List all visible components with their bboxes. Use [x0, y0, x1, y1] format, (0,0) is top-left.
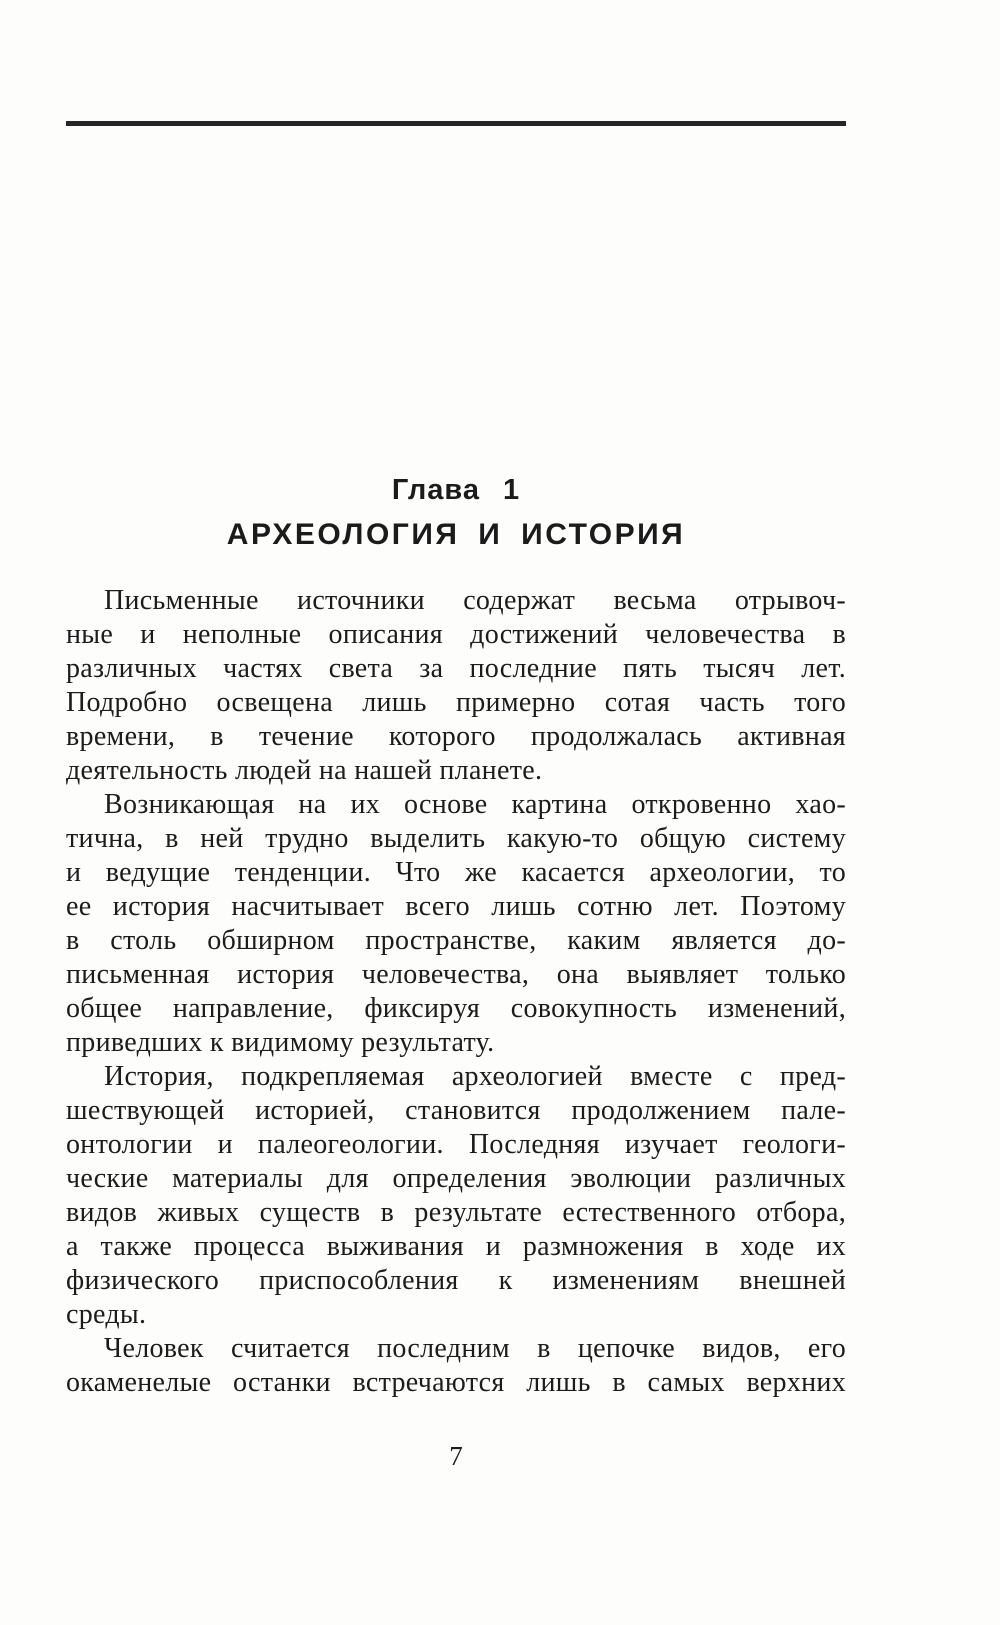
text-line: ные и неполные описания достижений человечества в [66, 619, 846, 650]
text-line: ее история насчитывает всего лишь сотню лет. Поэтому [66, 891, 846, 922]
paragraph [66, 1060, 846, 1332]
text-line: деятельность людей на нашей планете. [66, 755, 543, 786]
text-line: различных частях света за последние пять тысяч лет. [66, 653, 846, 684]
header-rule [66, 121, 846, 126]
text-line: среды. [66, 1299, 147, 1330]
paragraph [66, 584, 846, 788]
text-line: а также процесса выживания и размножения в ходе их [66, 1231, 846, 1262]
text-line: Человек считается последним в цепочке видов, его [104, 1333, 846, 1364]
text-line: Письменные источники содержат весьма отрывоч- [104, 585, 846, 616]
text-line: История, подкрепляемая археологией вместе с пред- [104, 1061, 846, 1092]
text-line: Возникающая на их основе картина откровенно хао- [104, 789, 846, 820]
text-line: окаменелые останки встречаются лишь в самых верхних [66, 1367, 846, 1398]
text-line: онтологии и палеогеологии. Последняя изучает геологи- [66, 1129, 846, 1160]
text-line: и ведущие тенденции. Что же касается археологии, то [66, 857, 846, 888]
text-line: письменная история человечества, она выявляет только [66, 959, 846, 990]
text-line: шествующей историей, становится продолжением пале- [66, 1095, 846, 1126]
text-line: в столь обширном пространстве, каким является до- [66, 925, 846, 956]
text-line: физического приспособления к изменениям внешней [66, 1265, 846, 1296]
text-line: Подробно освещена лишь примерно сотая часть того [66, 687, 846, 718]
chapter-label: Глава 1 [391, 474, 521, 506]
body-text [66, 584, 846, 1400]
paragraph [66, 788, 846, 1060]
text-line: тична, в ней трудно выделить какую-то общую систему [66, 823, 846, 854]
page-number: 7 [449, 1441, 463, 1471]
paragraph [66, 1332, 846, 1400]
text-line: ческие материалы для определения эволюции различных [66, 1163, 846, 1194]
text-line: времени, в течение которого продолжалась активная [66, 721, 846, 752]
text-line: приведших к видимому результату. [66, 1027, 495, 1058]
text-line: видов живых существ в результате естественного отбора, [66, 1197, 846, 1228]
chapter-title: АРХЕОЛОГИЯ И ИСТОРИЯ [226, 518, 686, 551]
text-line: общее направление, фиксируя совокупность изменений, [66, 993, 846, 1024]
